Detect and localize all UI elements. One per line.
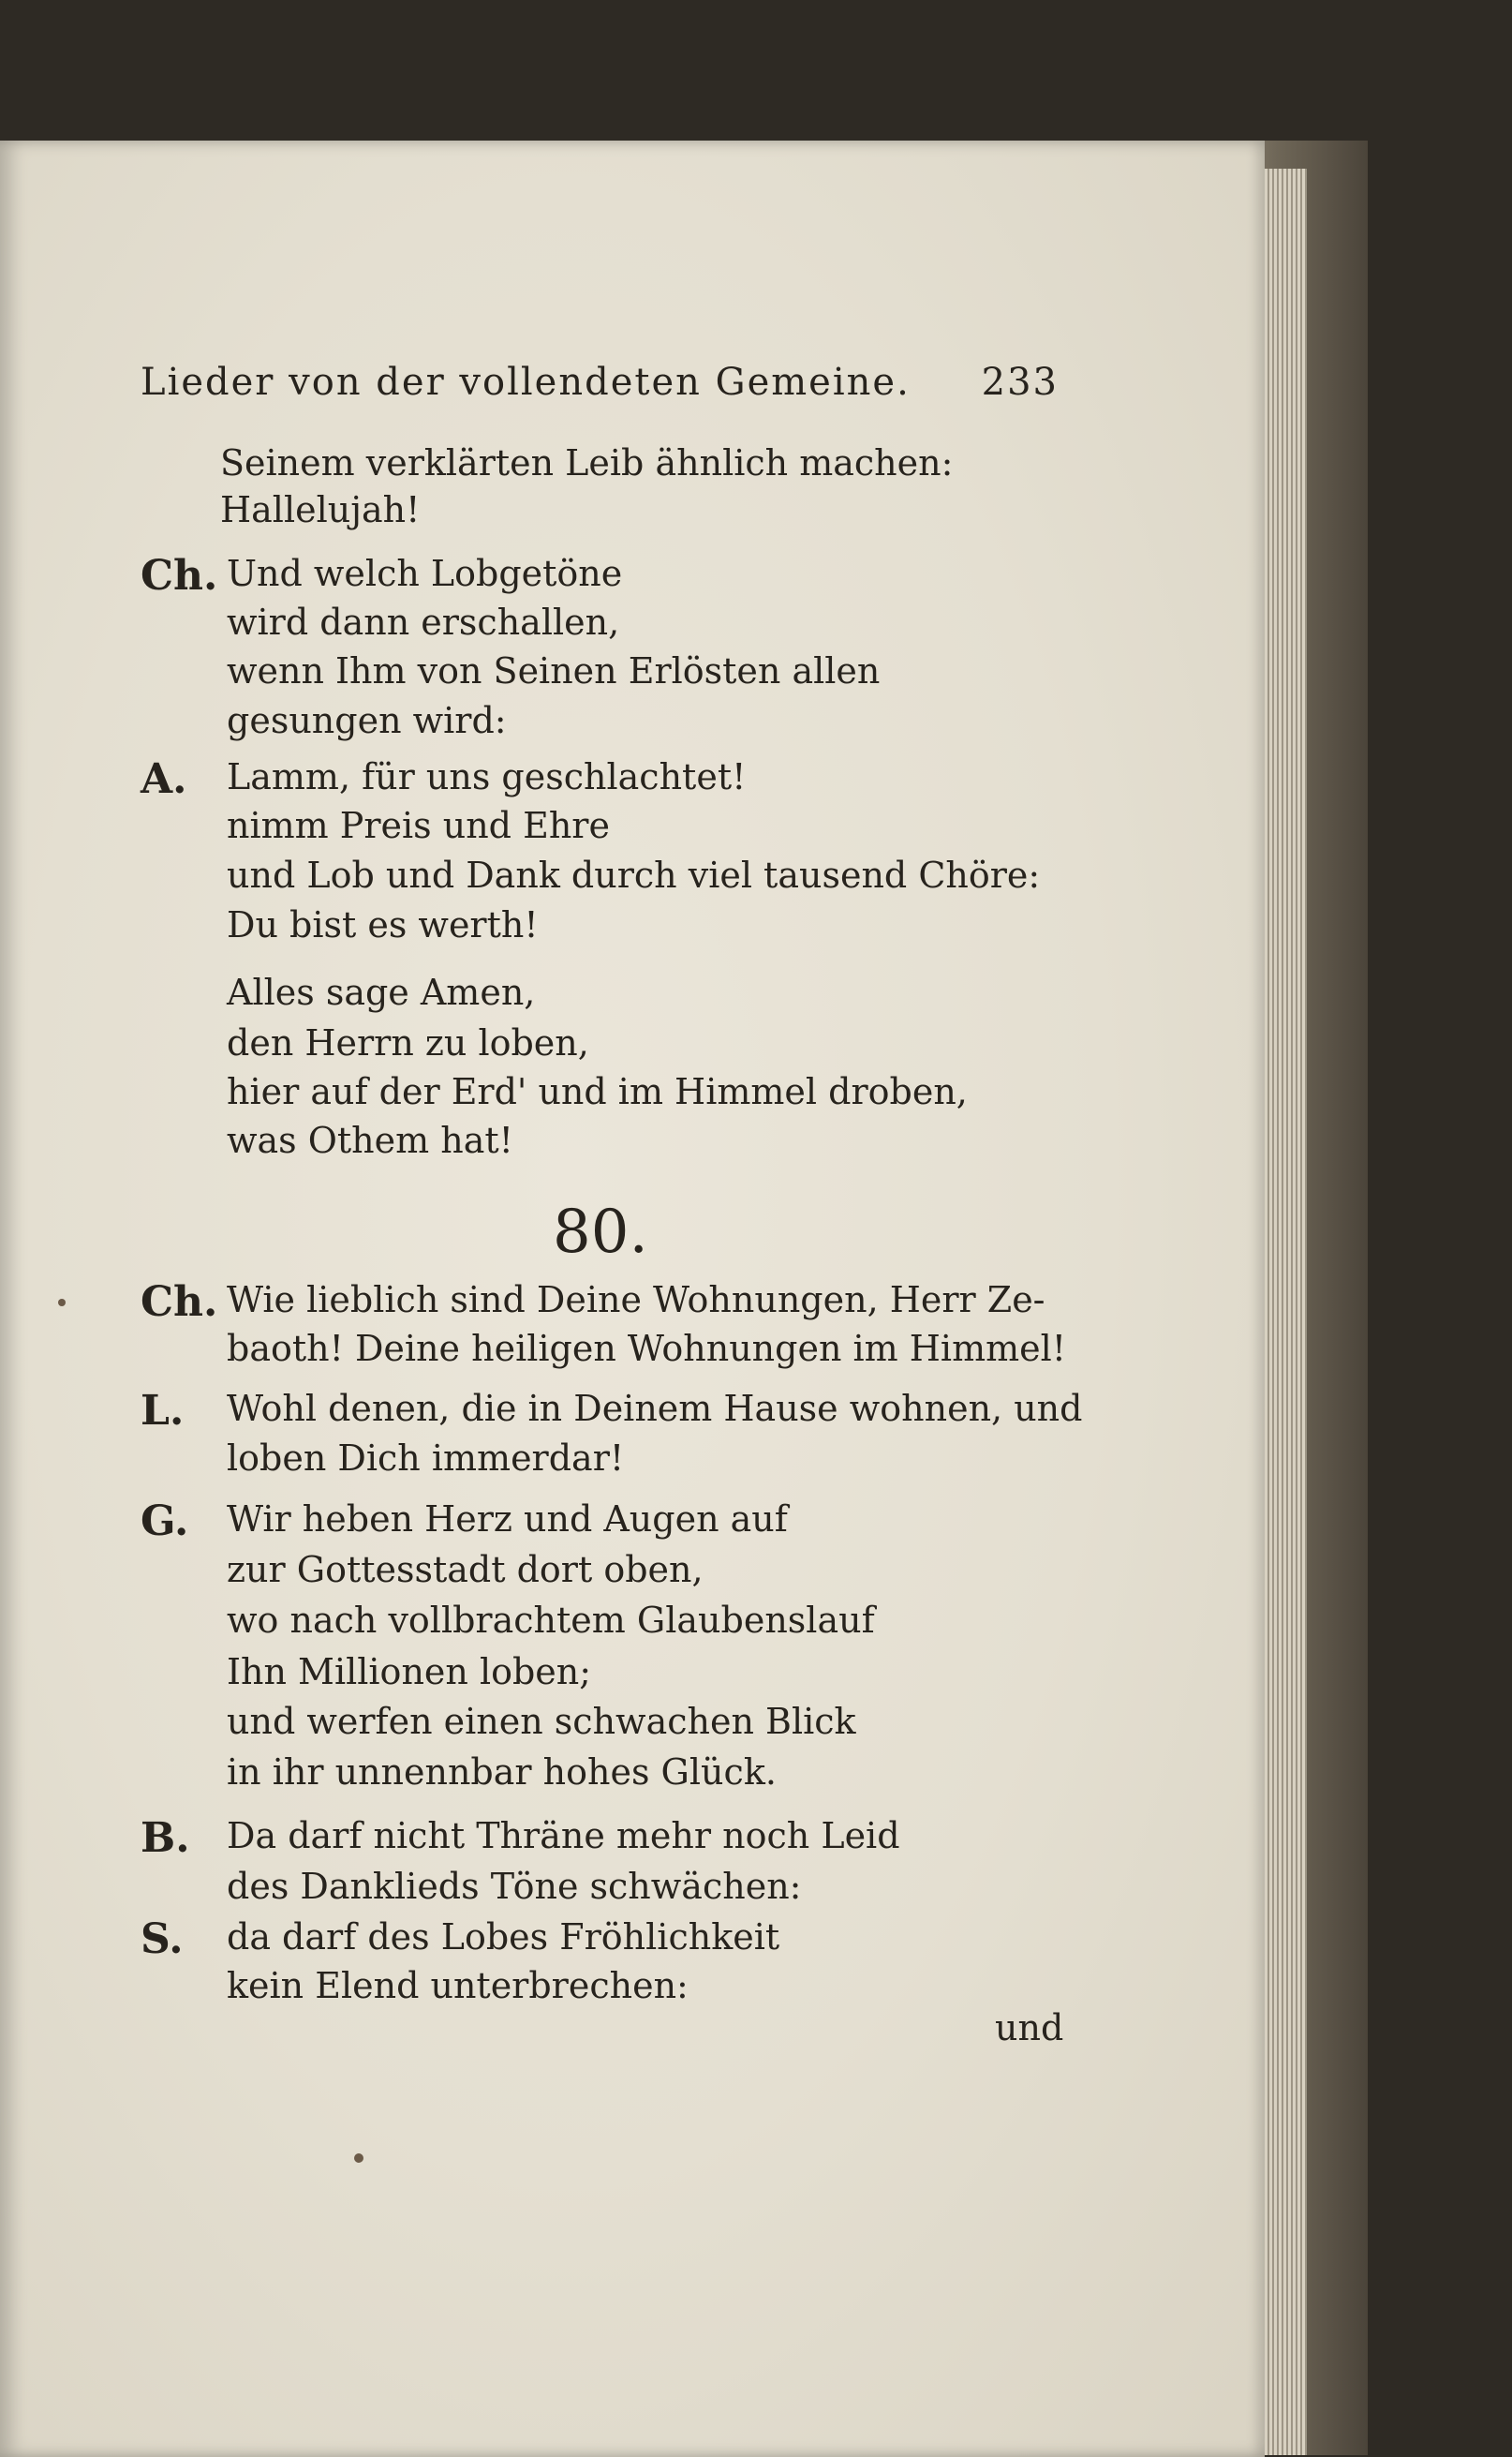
verse-line: wo nach vollbrachtem Glaubenslauf	[227, 1600, 875, 1641]
verse-line: kein Elend unterbrechen:	[227, 1965, 689, 2006]
page-number: 233	[981, 361, 1059, 404]
ink-spot	[58, 1299, 66, 1306]
verse-line: baoth! Deine heiligen Wohnungen im Himmel!	[227, 1328, 1067, 1369]
ink-spot	[354, 2153, 363, 2163]
catchword: und	[995, 2007, 1064, 2048]
verse-line: Ihn Millionen loben;	[227, 1651, 592, 1692]
verse-line: wird dann erschallen,	[227, 602, 620, 643]
verse-line: Hallelujah!	[220, 489, 421, 530]
verse-line: Du bist es werth!	[227, 904, 539, 946]
verse-line: des Danklieds Töne schwächen:	[227, 1866, 802, 1907]
verse-line: zur Gottesstadt dort oben,	[227, 1549, 704, 1590]
running-header	[141, 361, 1059, 404]
verse-line: den Herrn zu loben,	[227, 1022, 589, 1064]
speaker-label: Ch.	[141, 1278, 218, 1326]
verse-line: da darf des Lobes Fröhlichkeit	[227, 1916, 780, 1958]
verse-line: nimm Preis und Ehre	[227, 805, 610, 846]
verse-line: in ihr unnennbar hohes Glück.	[227, 1751, 777, 1793]
speaker-label: S.	[141, 1915, 184, 1963]
verse-line: wenn Ihm von Seinen Erlösten allen	[227, 650, 881, 692]
verse-line: Wir heben Herz und Augen auf	[227, 1498, 788, 1540]
speaker-label: G.	[141, 1497, 189, 1545]
verse-line: Da darf nicht Thräne mehr noch Leid	[227, 1815, 900, 1856]
speaker-label: L.	[141, 1387, 185, 1435]
verse-line: und werfen einen schwachen Blick	[227, 1701, 856, 1742]
verse-line: und Lob und Dank durch viel tausend Chöre:	[227, 855, 1041, 896]
hymn-number: 80.	[553, 1198, 648, 1267]
verse-line: was Othem hat!	[227, 1120, 513, 1161]
verse-line: Wohl denen, die in Deinem Hause wohnen, und	[227, 1388, 1083, 1429]
speaker-label: Ch.	[141, 552, 218, 600]
verse-line: Wie lieblich sind Deine Wohnungen, Herr Ze-	[227, 1279, 1045, 1320]
speaker-label: A.	[141, 755, 187, 803]
verse-line: loben Dich immerdar!	[227, 1437, 625, 1479]
verse-line: gesungen wird:	[227, 700, 507, 741]
running-title: Lieder von der vollendeten Gemeine.	[141, 361, 911, 404]
speaker-label: B.	[141, 1814, 190, 1862]
verse-line: Lamm, für uns geschlachtet!	[227, 756, 747, 797]
verse-line: hier auf der Erd' und im Himmel droben,	[227, 1071, 968, 1112]
verse-line: Und welch Lobgetöne	[227, 553, 623, 594]
verse-line: Seinem verklärten Leib ähnlich machen:	[220, 442, 954, 484]
verse-line: Alles sage Amen,	[227, 972, 536, 1013]
